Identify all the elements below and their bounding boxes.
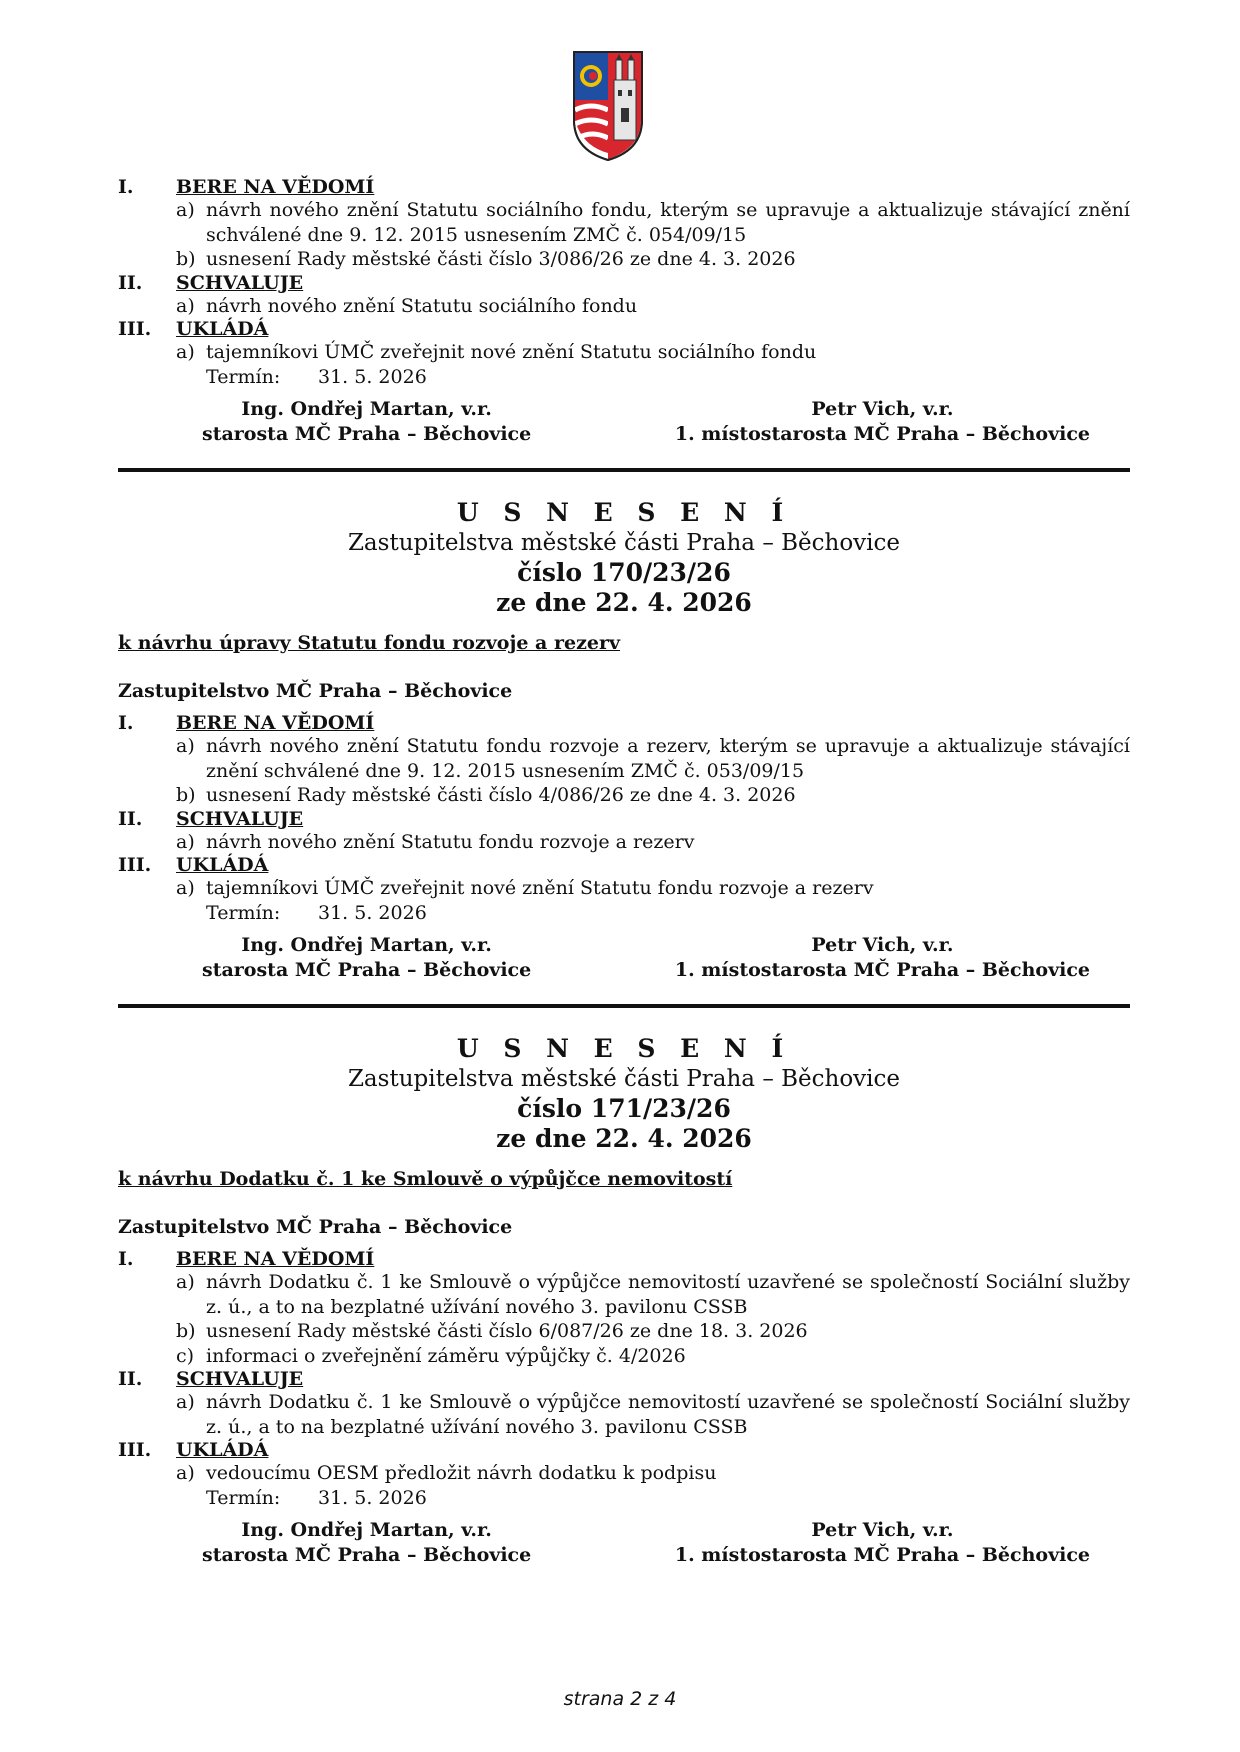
- section-number: II.: [118, 1368, 143, 1390]
- resolution-heading: U S N E S E N Í: [456, 1034, 792, 1063]
- item-label: a): [176, 294, 195, 317]
- resolution-header: [118, 1034, 1130, 1154]
- signature-deputy: [675, 933, 1090, 982]
- resolution-header: [118, 498, 1130, 618]
- council-title: Zastupitelstvo MČ Praha – Běchovice: [118, 680, 513, 702]
- signatures: [118, 933, 1130, 982]
- document-page: [118, 176, 1130, 1567]
- list-item: [176, 1344, 1130, 1369]
- section-number: I.: [118, 712, 134, 734]
- list-item: [176, 876, 1130, 901]
- list-item: [176, 1390, 1130, 1439]
- item-text: usnesení Rady městské části číslo 3/086/26 ze dne 4. 3. 2026: [206, 248, 796, 270]
- signature-name: Ing. Ondřej Martan, v.r.: [241, 1519, 492, 1541]
- item-text: návrh nového znění Statutu fondu rozvoje a rezerv, kterým se upravuje a aktualizuje stávající znění schválené dne 9. 12. 2015 usnesením ZMČ č. 053/09/15: [206, 735, 1130, 782]
- item-text: návrh nového znění Statutu fondu rozvoje a rezerv: [206, 830, 695, 853]
- section-roman-2: [118, 1368, 1130, 1390]
- section-title: BERE NA VĚDOMÍ: [176, 1248, 375, 1270]
- list-item: [176, 734, 1130, 783]
- section-roman-3: [118, 1439, 1130, 1461]
- resolution-date: ze dne 22. 4. 2026: [496, 1124, 752, 1153]
- list-item: [176, 783, 1130, 808]
- page-number: strana 2 z 4: [563, 1688, 677, 1710]
- resolution-number: číslo 170/23/26: [517, 558, 731, 587]
- section-number: III.: [118, 1439, 152, 1461]
- signature-role: 1. místostarosta MČ Praha – Běchovice: [674, 958, 1090, 981]
- item-label: a): [176, 830, 195, 853]
- section-items: [176, 1461, 1130, 1510]
- resolution-subject: k návrhu Dodatku č. 1 ke Smlouvě o výpůjčce nemovitostí: [118, 1168, 733, 1190]
- signature-name: Petr Vich, v.r.: [811, 398, 954, 420]
- section-number: III.: [118, 854, 152, 876]
- signature-role: starosta MČ Praha – Běchovice: [202, 422, 532, 445]
- item-text: návrh nového znění Statutu sociálního fondu, kterým se upravuje a aktualizuje stávající znění schválené dne 9. 12. 2015 usnesením ZMČ č. 054/09/15: [206, 199, 1130, 246]
- coat-of-arms-logo: [572, 50, 644, 162]
- item-label: a): [176, 877, 195, 899]
- signature-mayor: [202, 397, 531, 446]
- resolution-date: ze dne 22. 4. 2026: [496, 588, 752, 617]
- item-label: a): [176, 1391, 195, 1413]
- divider: [118, 1004, 1130, 1008]
- resolution-block-2: [118, 498, 1130, 982]
- section-number: I.: [118, 1248, 134, 1270]
- list-item: [176, 294, 1130, 319]
- item-label: a): [176, 1462, 195, 1484]
- deadline: [206, 901, 1130, 926]
- list-item: [176, 198, 1130, 247]
- section-title: SCHVALUJE: [176, 807, 304, 830]
- section-items: [176, 340, 1130, 389]
- resolution-number: číslo 171/23/26: [517, 1094, 731, 1123]
- section-title: BERE NA VĚDOMÍ: [176, 712, 375, 734]
- section-number: III.: [118, 318, 152, 340]
- signature-deputy: [675, 1518, 1090, 1567]
- signatures: [118, 1518, 1130, 1567]
- item-text: usnesení Rady městské části číslo 6/087/26 ze dne 18. 3. 2026: [206, 1320, 808, 1342]
- signature-role: 1. místostarosta MČ Praha – Běchovice: [674, 422, 1090, 445]
- section-title: UKLÁDÁ: [176, 318, 269, 340]
- item-text: usnesení Rady městské části číslo 4/086/26 ze dne 4. 3. 2026: [206, 784, 796, 806]
- item-label: a): [176, 341, 195, 363]
- item-label: b): [176, 1320, 196, 1342]
- section-roman-3: [118, 854, 1130, 876]
- resolution-block-3: [118, 1034, 1130, 1567]
- section-roman-1: [118, 712, 1130, 734]
- deadline-label: Termín:: [206, 901, 281, 924]
- item-label: c): [176, 1344, 195, 1367]
- section-roman-2: [118, 808, 1130, 830]
- section-items: [176, 198, 1130, 272]
- signature-mayor: [202, 933, 531, 982]
- section-items: [176, 830, 1130, 855]
- section-title: SCHVALUJE: [176, 271, 304, 294]
- section-title: BERE NA VĚDOMÍ: [176, 176, 375, 198]
- signature-role: starosta MČ Praha – Běchovice: [202, 958, 532, 981]
- list-item: [176, 340, 1130, 365]
- signature-name: Petr Vich, v.r.: [811, 1519, 954, 1541]
- section-items: [176, 734, 1130, 808]
- item-text: informaci o zveřejnění záměru výpůjčky č. 4/2026: [206, 1344, 686, 1367]
- section-number: II.: [118, 271, 143, 294]
- item-text: návrh Dodatku č. 1 ke Smlouvě o výpůjčce nemovitostí uzavřené se společností Sociální služby z. ú., a to na bezplatné užívání nového 3. pavilonu CSSB: [206, 1391, 1130, 1438]
- item-label: b): [176, 784, 196, 806]
- deadline-label: Termín:: [206, 1486, 281, 1509]
- deadline: [206, 1486, 1130, 1511]
- resolution-subject: k návrhu úpravy Statutu fondu rozvoje a rezerv: [118, 632, 621, 654]
- list-item: [176, 1270, 1130, 1319]
- section-roman-1: [118, 176, 1130, 198]
- list-item: [176, 1319, 1130, 1344]
- deadline-value: 31. 5. 2026: [318, 1486, 427, 1509]
- item-label: a): [176, 199, 195, 221]
- item-text: tajemníkovi ÚMČ zveřejnit nové znění Statutu sociálního fondu: [206, 341, 817, 363]
- signature-name: Petr Vich, v.r.: [811, 934, 954, 956]
- council-title: Zastupitelstvo MČ Praha – Běchovice: [118, 1216, 513, 1238]
- section-title: UKLÁDÁ: [176, 1439, 269, 1461]
- section-number: I.: [118, 176, 134, 198]
- section-items: [176, 876, 1130, 925]
- item-text: vedoucímu OESM předložit návrh dodatku k podpisu: [206, 1462, 717, 1484]
- council-name: Zastupitelstva městské části Praha – Běchovice: [347, 1066, 901, 1092]
- resolution-block-1: [118, 176, 1130, 446]
- section-items: [176, 1390, 1130, 1439]
- list-item: [176, 830, 1130, 855]
- signature-mayor: [202, 1518, 531, 1567]
- signature-name: Ing. Ondřej Martan, v.r.: [241, 934, 492, 956]
- section-number: II.: [118, 807, 143, 830]
- section-items: [176, 1270, 1130, 1368]
- signature-name: Ing. Ondřej Martan, v.r.: [241, 398, 492, 420]
- council-name: Zastupitelstva městské části Praha – Běchovice: [347, 530, 901, 556]
- deadline: [206, 365, 1130, 390]
- signature-deputy: [675, 397, 1090, 446]
- section-items: [176, 294, 1130, 319]
- section-title: SCHVALUJE: [176, 1368, 304, 1390]
- signature-role: starosta MČ Praha – Běchovice: [202, 1543, 532, 1566]
- item-label: a): [176, 735, 195, 757]
- section-roman-1: [118, 1248, 1130, 1270]
- deadline-value: 31. 5. 2026: [318, 365, 427, 388]
- signatures: [118, 397, 1130, 446]
- section-roman-2: [118, 272, 1130, 294]
- resolution-heading: U S N E S E N Í: [456, 498, 792, 527]
- item-text: návrh Dodatku č. 1 ke Smlouvě o výpůjčce nemovitostí uzavřené se společností Sociální služby z. ú., a to na bezplatné užívání nového 3. pavilonu CSSB: [206, 1271, 1130, 1318]
- item-text: návrh nového znění Statutu sociálního fondu: [206, 294, 638, 317]
- divider: [118, 468, 1130, 472]
- section-roman-3: [118, 318, 1130, 340]
- item-text: tajemníkovi ÚMČ zveřejnit nové znění Statutu fondu rozvoje a rezerv: [206, 877, 874, 899]
- item-label: b): [176, 248, 196, 270]
- deadline-value: 31. 5. 2026: [318, 901, 427, 924]
- signature-role: 1. místostarosta MČ Praha – Běchovice: [674, 1543, 1090, 1566]
- list-item: [176, 1461, 1130, 1486]
- item-label: a): [176, 1271, 195, 1293]
- deadline-label: Termín:: [206, 365, 281, 388]
- list-item: [176, 247, 1130, 272]
- section-title: UKLÁDÁ: [176, 854, 269, 876]
